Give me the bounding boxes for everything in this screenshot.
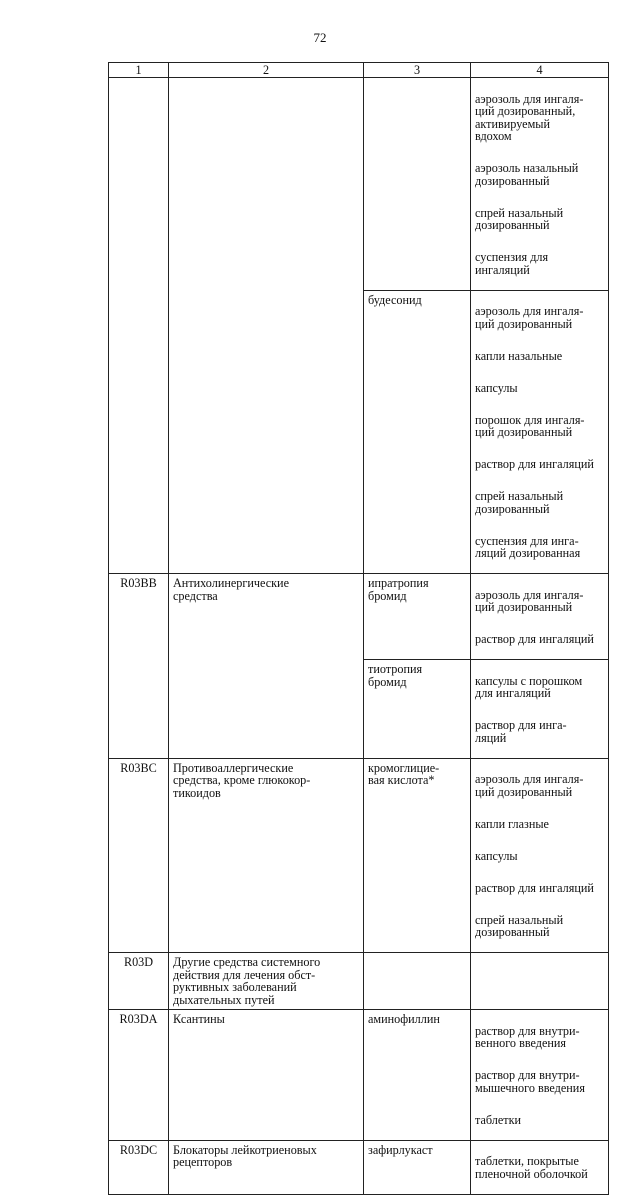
forms-cell — [471, 1140, 609, 1194]
atc-code-cell: R03D — [109, 953, 169, 1010]
dosage-form: спрей назальный дозированный — [475, 912, 564, 939]
column-header: 1 — [109, 63, 169, 78]
dosage-form: суспензия для ингаляций — [475, 250, 549, 277]
forms-cell — [471, 290, 609, 574]
group-cell: Другие средства системного действия для лечения обст- руктивных заболеваний дыхательных путей — [169, 953, 364, 1010]
dosage-form: аэрозоль для ингаля- ций дозированный, активируемый вдохом — [475, 91, 584, 143]
column-header: 4 — [471, 63, 609, 78]
table-row — [109, 758, 609, 953]
dosage-form: раствор для ингаляций — [475, 632, 594, 646]
dosage-form: спрей назальный дозированный — [475, 489, 564, 516]
dosage-form: аэрозоль для ингаля- ций дозированный — [475, 772, 584, 799]
atc-code-cell — [109, 78, 169, 574]
atc-code-cell: R03BC — [109, 758, 169, 953]
dosage-form: раствор для внутри- мышечного введения — [475, 1068, 585, 1095]
column-header: 2 — [169, 63, 364, 78]
dosage-form: раствор для ингаляций — [475, 880, 594, 895]
dosage-form: аэрозоль для ингаля- ций дозированный — [475, 304, 584, 331]
header-row — [109, 63, 609, 78]
substance-cell: кромоглицие- вая кислота* — [364, 758, 471, 953]
dosage-form: раствор для ингаляций — [475, 457, 594, 471]
atc-code-cell: R03DA — [109, 1010, 169, 1141]
table-row — [109, 574, 609, 660]
dosage-form: капли глазные — [475, 816, 549, 831]
table-row — [109, 1010, 609, 1141]
table-row — [109, 1140, 609, 1194]
group-cell — [169, 78, 364, 574]
substance-cell — [364, 953, 471, 1010]
dosage-form: капли назальные — [475, 348, 563, 363]
dosage-form: порошок для ингаля- ций дозированный — [475, 412, 585, 439]
forms-cell — [471, 953, 609, 1010]
dosage-form: капсулы — [475, 848, 518, 863]
substance-cell: будесонид — [364, 290, 471, 574]
table-row — [109, 78, 609, 291]
drug-table — [108, 62, 609, 1195]
dosage-form: аэрозоль для ингаля- ций дозированный — [475, 587, 584, 614]
dosage-form: капсулы с порошком для ингаляций — [475, 673, 583, 700]
atc-code-cell: R03BB — [109, 574, 169, 759]
dosage-form: суспензия для инга- ляций дозированная — [475, 533, 581, 560]
table-row — [109, 953, 609, 1010]
group-cell: Блокаторы лейкотриеновых рецепторов — [169, 1140, 364, 1194]
atc-code-cell: R03DC — [109, 1140, 169, 1194]
group-cell: Противоаллергические средства, кроме глюкокор- тикоидов — [169, 758, 364, 953]
substance-cell: зафирлукаст — [364, 1140, 471, 1194]
dosage-form: раствор для внутри- венного введения — [475, 1023, 580, 1050]
substance-cell: тиотропия бромид — [364, 660, 471, 759]
dosage-form: таблетки — [475, 1112, 522, 1127]
dosage-form: спрей назальный дозированный — [475, 205, 564, 232]
dosage-form: раствор для инга- ляций — [475, 718, 567, 745]
forms-cell — [471, 660, 609, 759]
substance-cell: аминофиллин — [364, 1010, 471, 1141]
dosage-form: аэрозоль назальный дозированный — [475, 161, 579, 188]
substance-cell: ипратропия бромид — [364, 574, 471, 660]
column-header: 3 — [364, 63, 471, 78]
dosage-form: таблетки, покрытые пленочной оболочкой — [475, 1154, 588, 1181]
dosage-form: капсулы — [475, 380, 518, 395]
group-cell: Ксантины — [169, 1010, 364, 1141]
forms-cell — [471, 1010, 609, 1141]
substance-cell — [364, 78, 471, 291]
group-cell: Антихолинергические средства — [169, 574, 364, 759]
forms-cell — [471, 78, 609, 291]
forms-cell — [471, 574, 609, 660]
forms-cell — [471, 758, 609, 953]
page-number: 72 — [313, 30, 327, 45]
